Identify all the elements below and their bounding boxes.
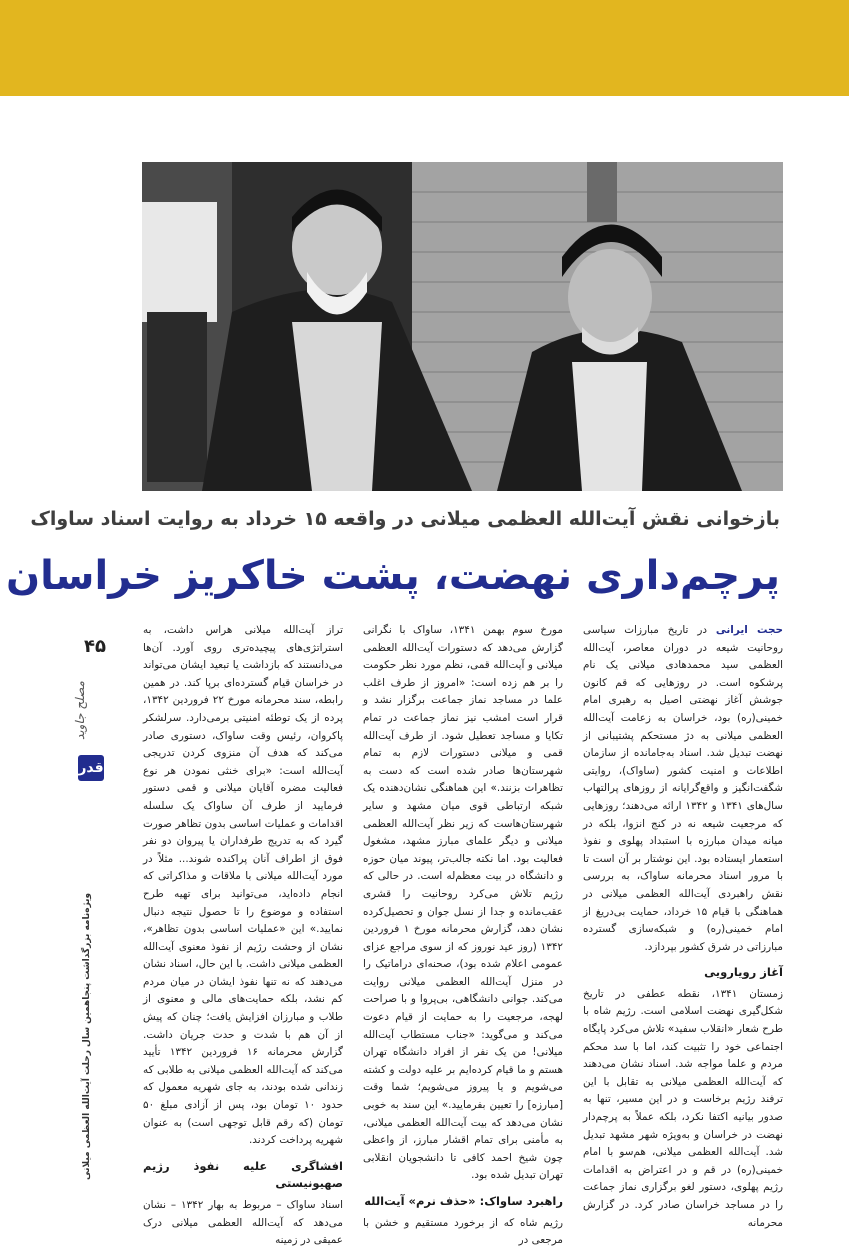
article-title: پرچم‌داری نهضت، پشت خاکریز خراسان — [6, 553, 780, 599]
section-heading: آغاز رویارویی — [704, 965, 783, 980]
paragraph: زمستان ۱۳۴۱، نقطه عطفی در تاریخ شکل‌گیری نهضت اسلامی است. رژیم شاه با طرح شعار «انقلاب سفید» تلاش می‌کرد پایگاه اجتماعی خود را تثبیت کند، اما با سد محکم مردم و علما مواجه شد. اسناد نشان می‌دهند که آیت‌الله العظمی میلانی به تقابل با این ترفند رژیم برخاست و در این مسیر، تنها به صدور بیانیه اکتفا نکرد، بلکه عملاً به پرچم‌دار نهضت در خراسان و به‌ویژه شهر مشهد تبدیل شد. آیت‌الله العظمی میلانی، هم‌سو با امام خمینی(ره) در قم و در اعتراض به اقدامات رژیم پهلوی، دستور لغو برگزاری نماز جماعت را در مساجد خراسان صادر کرد. در گزارش محرمانه — [583, 987, 783, 1229]
text-column-1 — [583, 622, 783, 1229]
paragraph: اسناد ساواک – مربوط به بهار ۱۳۴۲ – نشان می‌دهد که آیت‌الله العظمی میلانی درک عمیقی در زمینه — [143, 1199, 344, 1247]
section-heading: راهبرد ساواک: «حذف نرم» آیت‌الله — [364, 1194, 563, 1208]
magazine-logo — [78, 755, 104, 781]
clerics-photo-illustration — [142, 162, 783, 491]
top-color-bar — [0, 0, 849, 96]
author-name: حجت ایرانی — [715, 624, 783, 636]
article-photo — [142, 162, 783, 491]
section-heading: افشاگری علیه نفوذ رژیم صهیونیستی — [143, 1158, 343, 1191]
paragraph: مورخ سوم بهمن ۱۳۴۱، ساواک با نگرانی گزارش می‌دهد که دستورات آیت‌الله العظمی میلانی و آیت‌الله قمی، نظم مورد نظر حکومت را بر هم زده است: «امروز از طرف اغلب علما در مساجد نماز جماعت برگزار نشد و قرار است امشب نیز نماز جماعت در تمام تکایا و مساجد تعطیل شود. از طرف آیت‌الله قمی و میلانی دستورات لازم به تمام شهرستان‌ها صادر شده است که دست به تظاهرات بزنند.» این هماهنگی نشان‌دهنده یک شبکه ارتباطی قوی میان مشهد و سایر شهرستان‌هاست که زیر نظر آیت‌الله العظمی میلانی و دیگر علمای مبارز مشهد، مشغول فعالیت بود. اما نکته جالب‌تر، پیوند میان حوزه و دانشگاه در بیت معظم‌له است. در حالی که رژیم تلاش می‌کرد روحانیت را قشری عقب‌مانده و جدا از نسل جوان و تحصیل‌کرده نشان دهد، گزارش محرمانه مورخ ۱ فروردین ۱۳۴۲ (روز عید نوروز که از سوی مراجع عزای عمومی اعلام شده بود)، صحنه‌ای دراماتیک را در منزل آیت‌الله العظمی میلانی روایت می‌کند. جوانی دانشگاهی، بی‌پروا و با صراحت لهجه، مرجعیت را به حمایت از قیام دعوت می‌کند و می‌گوید: «جناب مستطاب آیت‌الله میلانی! من یک نفر از افراد دانشگاه تهران هستم و ما قیام کرده‌ایم بر علیه دولت و کشته می‌شویم و یا پیروز می‌شویم؛ شما وقت [مبارزه] را تعیین بفرمایید.» این سند به خوبی نشان می‌دهد که بیت آیت‌الله العظمی میلانی، به مأمنی برای تمام اقشار مبارز، از واعظی چون شیخ احمد کافی تا دانشجویان انقلابی تهران تبدیل شده بود. — [363, 624, 564, 1182]
text-column-3 — [143, 622, 344, 1247]
logo-text: قدر — [78, 760, 104, 776]
page-number: ۴۵ — [84, 636, 106, 657]
brand-logotype: مصلح جاوید — [73, 681, 87, 741]
paragraph: حجت ایرانی در تاریخ مبارزات سیاسی روحانیت شیعه در دوران معاصر، آیت‌الله العظمی سید محمدهادی میلانی یک نام پرشکوه است. در روزهایی که قم کانون جوشش آغاز نهضتی اصیل به رهبری امام خمینی(ره) بود، خراسان به زعامت آیت‌الله العظمی میلانی به دژ مستحکم پشتیبانی از نهضت تبدیل شد. اسناد به‌جامانده از سازمان اطلاعات و امنیت کشور (ساواک)، روایتی شگفت‌انگیز و واقع‌گرایانه از روزهای پرالتهاب سال‌های ۱۳۴۱ و ۱۳۴۲ ارائه می‌دهند؛ روزهایی که مرجعیت شیعه نه در کنج انزوا، بلکه در میانه میدان مبارزه با استبداد پهلوی و نفوذ استعمار ایستاده بود. این نوشتار بر آن است تا با مرور اسناد محرمانه ساواک، به بررسی نقش راهبردی آیت‌الله العظمی میلانی در هماهنگی با قیام ۱۵ خرداد، حمایت بی‌دریغ از امام خمینی(ره) و شبکه‌سازی گسترده مبارزاتی در شرق کشور بپردازد. — [583, 624, 783, 953]
text-column-2 — [363, 622, 564, 1247]
sidebar-caption: ویژه‌نامه بزرگداشت پنجاهمین سال رحلت آیت‌الله العظمی میلانی — [82, 892, 92, 1180]
paragraph: تراز آیت‌الله میلانی هراس داشت، به استراتژی‌های پیچیده‌تری روی آورد. آن‌ها می‌دانستند که بازداشت یا تبعید ایشان می‌تواند در خراسان قیام گسترده‌ای برپا کند. در همین رابطه، سند محرمانه مورخ ۲۲ فروردین ۱۳۴۲، پرده از یک توطئه امنیتی برمی‌دارد. سرلشکر پاکروان، رئیس وقت ساواک، دستوری صادر می‌کند که هدف آن منزوی کردن تدریجی آیت‌الله است: «برای خنثی نمودن هر نوع فعالیت مضره آقایان میلانی و قمی دستور فرمایید از طرف آن ساواک یک سلسله اقدامات و عملیات اساسی بدون تظاهر صورت گیرد که به تدریج طرفداران یا پیروان دو نفر فوق از اطراف آنان پراکنده شوند... مثلاً در مورد آیت‌الله میلانی با ملاقات و مذاکراتی که انجام داده‌اید، می‌توانید برای تهیه طرح استفاده و موضوع را تا حصول نتیجه دنبال نمایید.» این «عملیات اساسی بدون تظاهر»، نشان از وحشت رژیم از نفوذ معنوی آیت‌الله العظمی میلانی داشت. با این حال، اسناد نشان می‌دهند که نه تنها نفوذ ایشان در میان مردم کم نشد، بلکه حمایت‌های مالی و معنوی از طلاب و مبارزان افزایش یافت؛ چنان که پیش از آن هم با شدت و حدت جریان داشت. گزارش محرمانه ۱۶ فروردین ۱۳۴۲ تأیید می‌کند که آیت‌الله العظمی میلانی به طلابی که زندانی شده بودند، به جای شهریه معمول که حدود ۱۰ تومان بود، پس از آزادی مبلغ ۵۰ تومان (که رقم قابل توجهی است) به عنوان شهریه پرداخت کردند. — [143, 624, 344, 1147]
article-subtitle: بازخوانی نقش آیت‌الله العظمی میلانی در واقعه ۱۵ خرداد به روایت اسناد ساواک — [30, 508, 780, 530]
paragraph: رژیم شاه که از برخورد مستقیم و خشن با مرجعی در — [363, 1216, 563, 1247]
